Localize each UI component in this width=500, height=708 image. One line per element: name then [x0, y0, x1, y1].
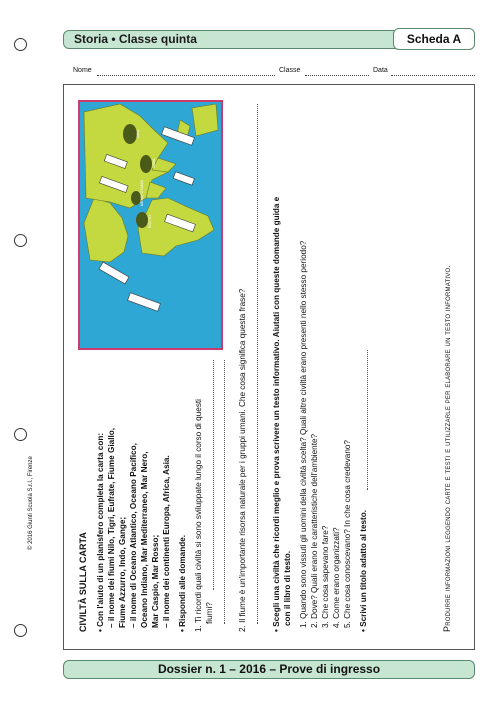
question-1-line-1: 1. Ti ricordi quali civiltà si sono sviluppate lungo il corso di questi: [194, 398, 203, 632]
scegli-line-1: • Scegli una civiltà che ricordi meglio e prova scrivere un testo informativo. Aiutati con queste domande guida e: [272, 196, 281, 632]
guide-question-4: 4. Come erano organizzati?: [332, 527, 341, 628]
nome-field[interactable]: [97, 75, 275, 76]
binder-hole-2: [14, 234, 27, 247]
scheda-label: Scheda A: [393, 28, 475, 50]
world-map: [78, 100, 223, 350]
classe-field[interactable]: [305, 75, 369, 76]
name-row: [73, 67, 475, 79]
guide-question-1: 1. Quando sono vissuti gli uomini della civiltà scelta? Quali altre civiltà erano presenti nello stesso periodo?: [299, 240, 308, 628]
copyright: © 2016 Giunti Scuola S.r.l., Firenze: [28, 456, 34, 550]
binder-hole-3: [14, 428, 27, 441]
guide-question-2: 2. Dove? Quali erano le caratteristiche dell'ambiente?: [310, 433, 319, 628]
question-2: 2. Il fiume è un'importante risorsa naturale per i gruppi umani. Che cosa significa questa frase?: [238, 288, 247, 632]
exercise-title: CIVILTÀ SULLA CARTA: [78, 532, 88, 632]
binder-hole-4: [14, 624, 27, 637]
data-field[interactable]: [391, 75, 475, 76]
classe-label: Classe: [279, 67, 301, 74]
intro-line-3: Fiume Azzurro, Indo, Gange;: [118, 516, 127, 628]
answer-line-2[interactable]: [224, 360, 225, 624]
rispondi-instruction: • Rispondi alle domande.: [178, 534, 187, 632]
rotated-content: [70, 96, 462, 640]
india-region: [140, 155, 152, 173]
question-1-line-2: fiumi?: [205, 602, 214, 624]
intro-line-1: • Con l'aiuto di un planisfero completa la carta con:: [96, 432, 105, 632]
guide-question-5: 5. Che cosa conoscevano? In che cosa credevano?: [343, 440, 352, 628]
answer-line-4[interactable]: [367, 350, 368, 490]
intro-line-5: Oceano Indiano, Mar Mediterraneo, Mar Nero,: [140, 451, 149, 628]
answer-line-1[interactable]: [213, 360, 214, 590]
cina-region: [123, 124, 137, 144]
intro-line-4: – il nome di Oceano Atlantico, Oceano Pacifico,: [129, 443, 138, 628]
map-label-egitto: EGITTO: [148, 215, 152, 228]
intro-line-7: – il nome dei continenti Europa, Africa, Asia.: [162, 455, 171, 628]
map-label-cina: CINA: [136, 129, 140, 138]
subject-title: Storia • Classe quinta: [74, 32, 197, 46]
map-label-mesopotamia: MESOPOTAMIA: [140, 180, 144, 206]
scegli-line-2: con il libro di testo.: [283, 550, 292, 626]
egitto-region: [136, 212, 148, 228]
binder-hole-1: [14, 38, 27, 51]
data-label: Data: [373, 67, 388, 74]
nome-label: Nome: [73, 67, 92, 74]
closing-instruction: Produrre informazioni leggendo carte e testi e utilizzarle per elaborare un testo informativo.: [442, 264, 452, 632]
map-label-india: INDIA: [152, 158, 156, 168]
answer-line-3[interactable]: [257, 104, 258, 624]
guide-question-3: 3. Che cosa sapevano fare?: [321, 525, 330, 628]
footer-bar: Dossier n. 1 – 2016 – Prove di ingresso: [63, 660, 475, 679]
intro-line-2: – il nome dei fiumi Nilo, Tigri, Eufrate, Fiume Giallo,: [107, 427, 116, 628]
scrivi-instruction: • Scrivi un titolo adatto al testo.: [359, 509, 368, 632]
intro-line-6: Mar Caspio, Mar Rosso;: [151, 534, 160, 628]
